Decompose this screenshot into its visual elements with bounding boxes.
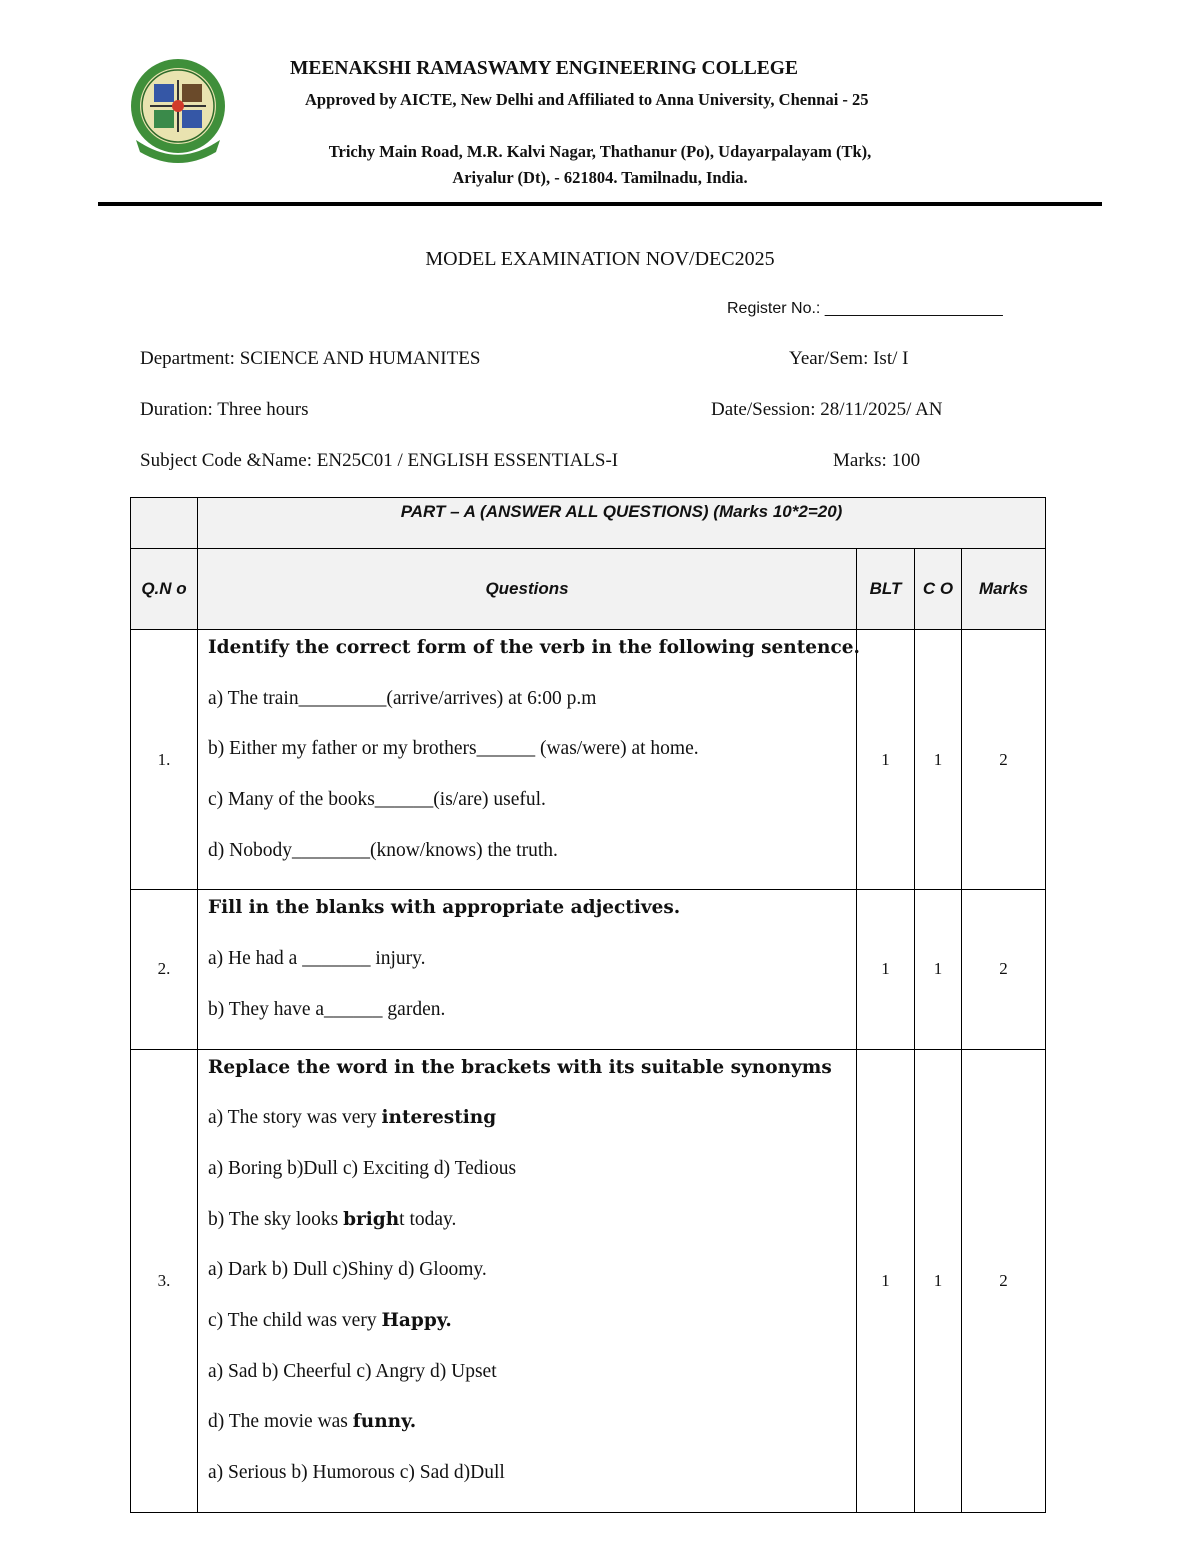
part-header-row [131, 498, 1046, 549]
answer-options: a) Serious b) Humorous c) Sad d)Dull [208, 1462, 505, 1483]
sub-question-text: t today. [399, 1208, 457, 1230]
answer-options: a) Dark b) Dull c)Shiny d) Gloomy. [208, 1259, 487, 1281]
sub-question [208, 1106, 846, 1157]
marks-value: 2 [962, 1049, 1046, 1512]
approval-line: Approved by AICTE, New Delhi and Affiliated to Anna University, Chennai - 25 [305, 90, 869, 109]
col-marks: Marks [962, 549, 1046, 630]
question-text [198, 890, 857, 1049]
column-header-row [131, 549, 1046, 630]
college-name: MEENAKSHI RAMASWAMY ENGINEERING COLLEGE [290, 58, 798, 79]
question-text [198, 1049, 857, 1512]
question-number: 3. [131, 1049, 198, 1512]
co-value: 1 [915, 630, 962, 890]
table-row [131, 630, 1046, 890]
col-blt: BLT [857, 549, 915, 630]
col-questions: Questions [198, 549, 857, 630]
blt-value: 1 [857, 630, 915, 890]
subject: Subject Code &Name: EN25C01 / ENGLISH ESSENTIALS-I [140, 450, 619, 471]
sub-question: a) He had a _______ injury. [208, 948, 426, 970]
answer-options: a) Sad b) Cheerful c) Angry d) Upset [208, 1360, 497, 1382]
date-session: Date/Session: 28/11/2025/ AN [711, 399, 943, 420]
department: Department: SCIENCE AND HUMANITES [140, 348, 481, 369]
marks-total: Marks: 100 [833, 450, 921, 471]
co-value: 1 [915, 890, 962, 1049]
blt-value: 1 [857, 1049, 915, 1512]
question-number: 2. [131, 890, 198, 1049]
col-qno: Q.N o [131, 549, 198, 630]
table-row [131, 890, 1046, 1049]
highlighted-word: Happy. [381, 1309, 452, 1331]
sub-question: d) Nobody________(know/knows) the truth. [208, 839, 558, 861]
sub-question: a) The train_________(arrive/arrives) at 6:00 p.m [208, 687, 597, 709]
address-line-2: Ariyalur (Dt), - 621804. Tamilnadu, India. [452, 168, 748, 187]
sub-question [208, 1309, 846, 1360]
address-line-1: Trichy Main Road, M.R. Kalvi Nagar, Thathanur (Po), Udayarpalayam (Tk), [328, 142, 872, 161]
question-title: Identify the correct form of the verb in the following sentence. [208, 637, 860, 658]
sub-question-text: c) The child was very [208, 1309, 382, 1331]
duration: Duration: Three hours [140, 399, 309, 420]
highlighted-word: funny. [352, 1411, 417, 1433]
highlighted-word: interesting [381, 1107, 497, 1129]
register-number: Register No.: ____________________ [727, 300, 1003, 317]
co-value: 1 [915, 1049, 962, 1512]
exam-title: MODEL EXAMINATION NOV/DEC2025 [425, 248, 775, 270]
col-co: C O [915, 549, 962, 630]
header-divider [98, 202, 1102, 206]
highlighted-word: brigh [343, 1208, 400, 1230]
empty-corner-cell [131, 498, 198, 549]
question-table [130, 497, 1046, 1513]
sub-question: b) They have a______ garden. [208, 998, 446, 1020]
sub-question: b) Either my father or my brothers______ (was/were) at home. [208, 738, 699, 760]
table-row [131, 1049, 1046, 1512]
question-number: 1. [131, 630, 198, 890]
part-a-header: PART – A (ANSWER ALL QUESTIONS) (Marks 10*2=20) [198, 498, 1046, 549]
blt-value: 1 [857, 890, 915, 1049]
sub-question [208, 1208, 846, 1259]
sub-question-text: b) The sky looks [208, 1208, 344, 1230]
marks-value: 2 [962, 630, 1046, 890]
question-text [198, 630, 860, 890]
answer-options: a) Boring b)Dull c) Exciting d) Tedious [208, 1157, 517, 1179]
question-title: Replace the word in the brackets with its suitable synonyms [208, 1056, 832, 1078]
sub-question-text: a) The story was very [208, 1107, 382, 1129]
sub-question: c) Many of the books______(is/are) useful. [208, 789, 546, 811]
sub-question-text: d) The movie was [208, 1411, 353, 1433]
marks-value: 2 [962, 890, 1046, 1049]
year-sem: Year/Sem: Ist/ I [789, 348, 909, 369]
sub-question [208, 1410, 846, 1461]
question-title: Fill in the blanks with appropriate adjectives. [208, 897, 681, 919]
